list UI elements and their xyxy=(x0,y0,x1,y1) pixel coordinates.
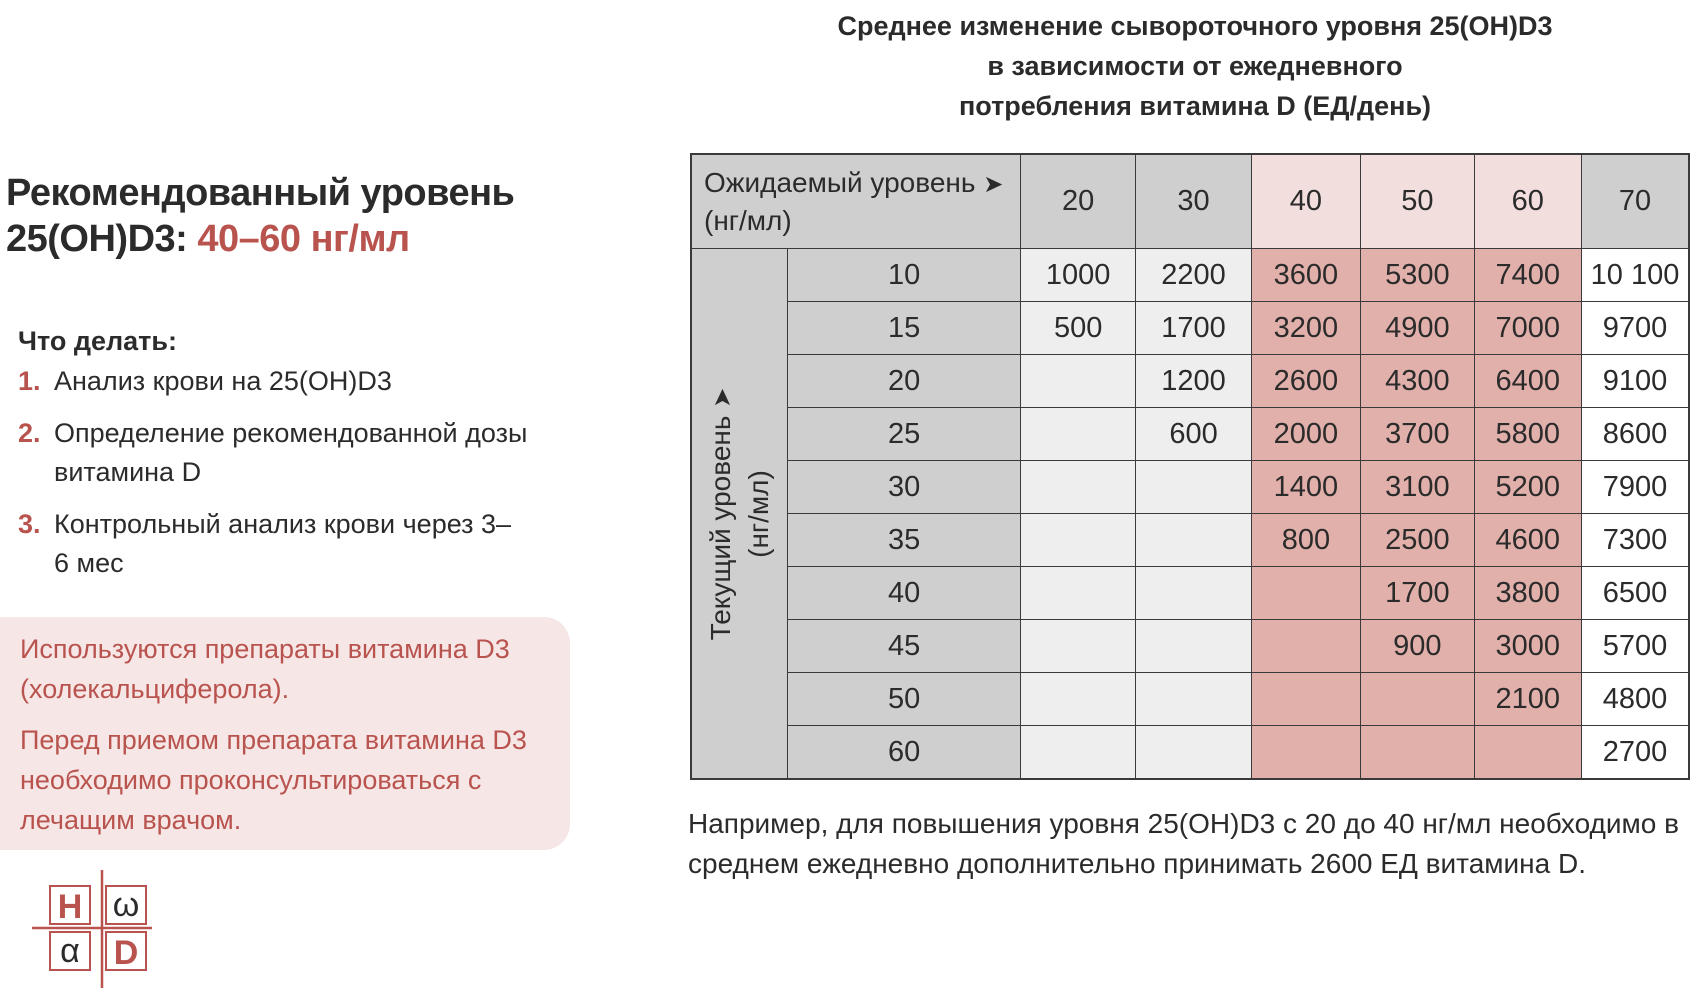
dose-value-cell: 2700 xyxy=(1581,726,1689,780)
row-header-label xyxy=(691,249,788,780)
dose-value-cell xyxy=(1020,461,1135,514)
table-row xyxy=(691,514,1689,567)
row-level-cell: 20 xyxy=(788,355,1021,408)
list-item-text: Контрольный анализ крови через 3–6 мес xyxy=(54,509,512,578)
dose-value-cell xyxy=(1251,620,1360,673)
dose-value-cell: 1400 xyxy=(1251,461,1360,514)
list-item-text: Анализ крови на 25(OH)D3 xyxy=(54,366,392,396)
dose-value-cell: 5800 xyxy=(1474,408,1581,461)
dose-value-cell xyxy=(1020,567,1135,620)
dose-value-cell: 10 100 xyxy=(1581,249,1689,302)
hwad-logo xyxy=(30,868,154,990)
dose-value-cell xyxy=(1251,726,1360,780)
dose-value-cell: 7000 xyxy=(1474,302,1581,355)
row-level-cell: 25 xyxy=(788,408,1021,461)
row-level-cell: 35 xyxy=(788,514,1021,567)
table-row xyxy=(691,302,1689,355)
heading-value: 40–60 нг/мл xyxy=(197,218,410,260)
dose-value-cell: 7400 xyxy=(1474,249,1581,302)
dose-value-cell xyxy=(1136,726,1251,780)
dose-value-cell: 3100 xyxy=(1361,461,1474,514)
row-level-cell: 10 xyxy=(788,249,1021,302)
row-level-cell: 60 xyxy=(788,726,1021,780)
dose-value-cell: 4600 xyxy=(1474,514,1581,567)
dose-value-cell: 600 xyxy=(1136,408,1251,461)
list-item xyxy=(18,505,524,583)
dose-value-cell: 7900 xyxy=(1581,461,1689,514)
row-level-cell: 50 xyxy=(788,673,1021,726)
dose-value-cell: 6500 xyxy=(1581,567,1689,620)
list-item-number: 3. xyxy=(18,509,41,539)
dose-value-cell: 3700 xyxy=(1361,408,1474,461)
dose-value-cell xyxy=(1251,673,1360,726)
dose-value-cell: 5300 xyxy=(1361,249,1474,302)
row-level-cell: 30 xyxy=(788,461,1021,514)
table-row xyxy=(691,620,1689,673)
right-arrow-icon: ➤ xyxy=(983,170,1004,198)
column-header-cell: 30 xyxy=(1136,154,1251,249)
recommended-level-heading xyxy=(6,170,566,262)
dose-value-cell xyxy=(1136,567,1251,620)
row-header-line1: Текущий уровень xyxy=(704,415,736,640)
heading-line2 xyxy=(6,216,566,262)
dose-value-cell: 500 xyxy=(1020,302,1135,355)
table-row xyxy=(691,673,1689,726)
dose-value-cell: 9100 xyxy=(1581,355,1689,408)
chart-title xyxy=(700,6,1690,126)
dose-value-cell: 2000 xyxy=(1251,408,1360,461)
dose-value-cell xyxy=(1136,514,1251,567)
chart-title-line2: в зависимости от ежедневного xyxy=(987,51,1403,81)
dose-value-cell: 5200 xyxy=(1474,461,1581,514)
column-header-line2: (нг/мл) xyxy=(704,204,792,236)
column-header-cell: 50 xyxy=(1361,154,1474,249)
dose-value-cell: 900 xyxy=(1361,620,1474,673)
heading-line1: Рекомендованный уровень xyxy=(6,172,515,214)
chart-title-line1: Среднее изменение сывороточного уровня 25(OH)D3 xyxy=(837,11,1553,41)
dose-value-cell: 3600 xyxy=(1251,249,1360,302)
dose-value-cell: 4900 xyxy=(1361,302,1474,355)
warning-note-box xyxy=(0,617,570,850)
dose-value-cell: 8600 xyxy=(1581,408,1689,461)
dose-value-cell xyxy=(1020,726,1135,780)
column-header-line1: Ожидаемый уровень xyxy=(704,166,976,198)
dose-value-cell xyxy=(1136,620,1251,673)
todo-title: Что делать: xyxy=(18,326,177,356)
column-header-cell: 20 xyxy=(1020,154,1135,249)
dose-value-cell: 9700 xyxy=(1581,302,1689,355)
dose-value-cell xyxy=(1020,355,1135,408)
dose-value-cell: 3000 xyxy=(1474,620,1581,673)
row-level-cell: 40 xyxy=(788,567,1021,620)
logo-letter-omega: ω xyxy=(112,886,140,924)
row-level-cell: 15 xyxy=(788,302,1021,355)
example-note: Например, для повышения уровня 25(OH)D3 с 20 до 40 нг/мл необходимо в среднем ежедневно дополнительно принимать 2600 ЕД витамина D. xyxy=(688,808,1679,879)
dose-value-cell xyxy=(1020,408,1135,461)
dose-value-cell xyxy=(1136,673,1251,726)
list-item xyxy=(18,414,554,492)
column-header-cell: 60 xyxy=(1474,154,1581,249)
todo-list xyxy=(18,362,578,596)
list-item-number: 2. xyxy=(18,418,41,448)
note-paragraph-1: Используются препараты витамина D3 (холекальциферола). xyxy=(20,634,510,704)
dose-value-cell: 2500 xyxy=(1361,514,1474,567)
dose-table xyxy=(690,153,1690,780)
dose-value-cell: 4800 xyxy=(1581,673,1689,726)
row-header-text xyxy=(703,387,777,640)
dose-value-cell xyxy=(1474,726,1581,780)
table-row xyxy=(691,249,1689,302)
dose-value-cell: 6400 xyxy=(1474,355,1581,408)
dose-value-cell: 800 xyxy=(1251,514,1360,567)
dose-value-cell xyxy=(1361,726,1474,780)
logo-letter-h: H xyxy=(57,888,83,926)
dose-value-cell: 1200 xyxy=(1136,355,1251,408)
column-header-label xyxy=(691,154,1020,249)
logo-letter-alpha: α xyxy=(60,932,80,970)
dose-value-cell: 4300 xyxy=(1361,355,1474,408)
dose-value-cell xyxy=(1020,673,1135,726)
dose-value-cell: 7300 xyxy=(1581,514,1689,567)
right-arrow-icon: ➤ xyxy=(708,387,736,408)
heading-prefix: 25(OH)D3: xyxy=(6,218,198,260)
list-item-number: 1. xyxy=(18,366,41,396)
dose-value-cell: 3800 xyxy=(1474,567,1581,620)
dose-value-cell: 1000 xyxy=(1020,249,1135,302)
row-level-cell: 45 xyxy=(788,620,1021,673)
dose-value-cell xyxy=(1361,673,1474,726)
dose-value-cell xyxy=(1251,567,1360,620)
dose-value-cell xyxy=(1136,461,1251,514)
row-header-line2: (нг/мл) xyxy=(742,469,774,558)
table-row xyxy=(691,461,1689,514)
list-item xyxy=(18,362,578,401)
table-row xyxy=(691,355,1689,408)
dose-value-cell: 2200 xyxy=(1136,249,1251,302)
table-row xyxy=(691,408,1689,461)
dose-value-cell: 2600 xyxy=(1251,355,1360,408)
dose-value-cell xyxy=(1020,514,1135,567)
dose-value-cell: 3200 xyxy=(1251,302,1360,355)
column-header-cell: 70 xyxy=(1581,154,1689,249)
column-header-cell: 40 xyxy=(1251,154,1360,249)
dose-value-cell xyxy=(1020,620,1135,673)
list-item-text: Определение рекомендованной дозы витамина D xyxy=(54,418,528,487)
chart-title-line3: потребления витамина D (ЕД/день) xyxy=(958,91,1432,121)
logo-letter-d: D xyxy=(113,934,139,972)
dose-value-cell: 1700 xyxy=(1136,302,1251,355)
dose-value-cell: 5700 xyxy=(1581,620,1689,673)
table-row xyxy=(691,567,1689,620)
table-row xyxy=(691,726,1689,780)
dose-value-cell: 2100 xyxy=(1474,673,1581,726)
dose-value-cell: 1700 xyxy=(1361,567,1474,620)
note-paragraph-2: Перед приемом препарата витамина D3 необходимо проконсультироваться с лечащим врачом. xyxy=(20,725,527,835)
